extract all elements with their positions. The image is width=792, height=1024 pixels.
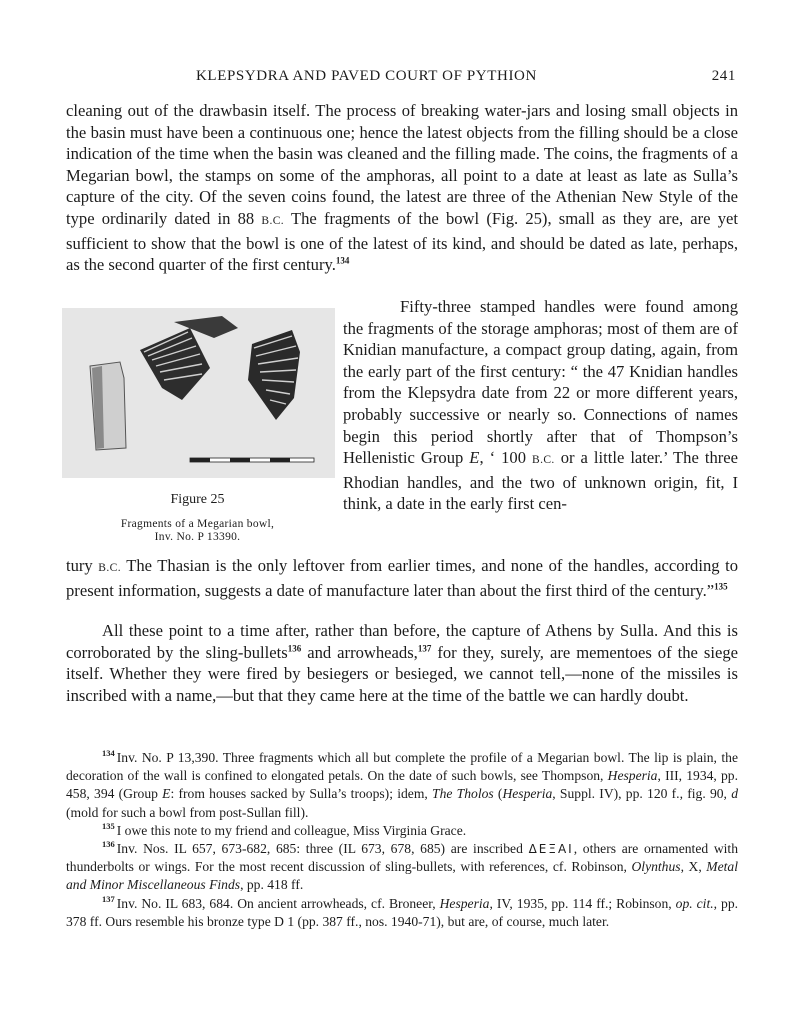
para1-text-b: The fragments of the bowl (Fig. 25), small as they are, are yet sufficient to show that the bowl is one of the latest of its kind, and should be dated as late, perhaps, as the second quarter of the first century. [66, 208, 738, 275]
footnote-137: $^{137}$ Inv. No. IL 683, 684. On ancient arrowheads, cf. Broneer, Hesperia, IV, 1935, pp. 114 ff.; Robinson, op. cit., pp. 378 ff. Ours resemble his bronze type D 1 (pp. 387 ff., nos. 1940-71), but are, of course, much later. [66, 894, 739, 929]
group-e: E [469, 448, 480, 468]
para2-cont-a: tury [66, 556, 99, 575]
figure-description-line-2: Inv. No. P 13390. [154, 531, 241, 543]
paragraph-stamped-handles-continued [66, 555, 738, 601]
para1-bc: B.C. [261, 214, 285, 227]
footnote-136: $^{136}$ Inv. Nos. IL 657, 673-682, 685: three (IL 673, 678, 685) are inscribed ΔΕΞΑΙ, others are ornamented with thunderbolts or wings. For the most recent discussion of sling-bullets, with references, cf. Robinson, Olynthus, X, Metal and Minor Miscellaneous Finds, pp. 418 ff. [66, 839, 739, 893]
para2-text-c: or a little later.’ The three Rhodian handles, and the two of unknown origin, fit, I think, a date in the early first cen- [343, 448, 738, 514]
running-header [66, 68, 736, 88]
bowl-fragments-image [62, 308, 335, 478]
para2-cont-b: The Thasian is the only leftover from earlier times, and none of the handles, according to present information, suggests a date of manufacture later than about the first third of the century.” [66, 556, 738, 600]
paragraph-opening [66, 100, 738, 276]
footnote-ref-134: 134 [335, 255, 350, 266]
footnote-134: $^{134}$ Inv. No. P 13,390. Three fragments which all but complete the profile of a Megarian bowl. The lip is plain, the decoration of the wall is confined to elongated petals. On the date of such bowls, see Thompson, Hesperia, III, 1934, pp. 458, 394 (Group E: from houses sacked by Sulla’s troops); idem, The Tholos (Hesperia, Suppl. IV), pp. 120 f., fig. 90, d (mold for such a bowl from post-Sullan fill). [66, 748, 738, 820]
footnote-ref-136: 136 [287, 643, 302, 654]
footnote-ref-137: 137 [417, 643, 432, 654]
footnotes [66, 749, 738, 931]
figure-description-line-1: Fragments of a Megarian bowl, [120, 518, 275, 530]
page-number: 241 [711, 68, 736, 84]
para3-text-a: All these point to a time after, rather than before, the capture of Athens by Sulla. And this is corroborated by the sling-bullets [66, 621, 738, 662]
para1-text-a: cleaning out of the drawbasin itself. The process of breaking water-jars and losing small objects in the basin must have been a continuous one; hence the latest objects from the filling should be a close indication of the time when the basin was cleaned and the filling made. The coins, the fragments of a Megarian bowl, the stamps on some of the amphoras, all point to a date at least as late as Sulla’s capture of the city. Of the seven coins found, the latest are three of the Athenian New Style of the type ordinarily dated in 88 [66, 101, 738, 228]
greek-inscription: ΔΕΞΑΙ [528, 842, 574, 857]
para3-text-c: for they, surely, are mementoes of the siege itself. Whether they were fired by besiegers or besieged, we cannot tell,—none of the missiles is inscribed with a name,—but that they came here at the time of the battle we can hardly doubt. [66, 642, 738, 705]
figure-25 [60, 306, 335, 551]
para2-cont-bc: B.C. [98, 562, 121, 574]
paragraph-siege [66, 620, 738, 706]
para2-text-a: Fifty-three stamped handles were found among the fragments of the storage amphoras; most of them are of Knidian manufacture, a compact group dating, again, from the early part of the first century: “ the 47 Knidian handles from the Klepsydra date from 22 or more different years, probably successive or nearly so. Connections of names begin this period shortly after that of Thompson’s Hellenistic Group [343, 297, 738, 468]
para2-bc: B.C. [532, 454, 555, 467]
figure-photo [62, 308, 335, 478]
footnote-135: $^{135}$ I owe this note to my friend and colleague, Miss Virginia Grace. [102, 821, 467, 838]
running-title: KLEPSYDRA AND PAVED COURT OF PYTHION [196, 68, 537, 84]
paragraph-stamped-handles [343, 296, 738, 515]
para2-text-b: , ‘ 100 [479, 448, 533, 468]
figure-caption: Figure 25 [170, 492, 225, 507]
footnote-ref-135: 135 [714, 581, 728, 592]
para3-text-b: and arrowheads, [301, 642, 418, 662]
figure-description [60, 518, 335, 544]
